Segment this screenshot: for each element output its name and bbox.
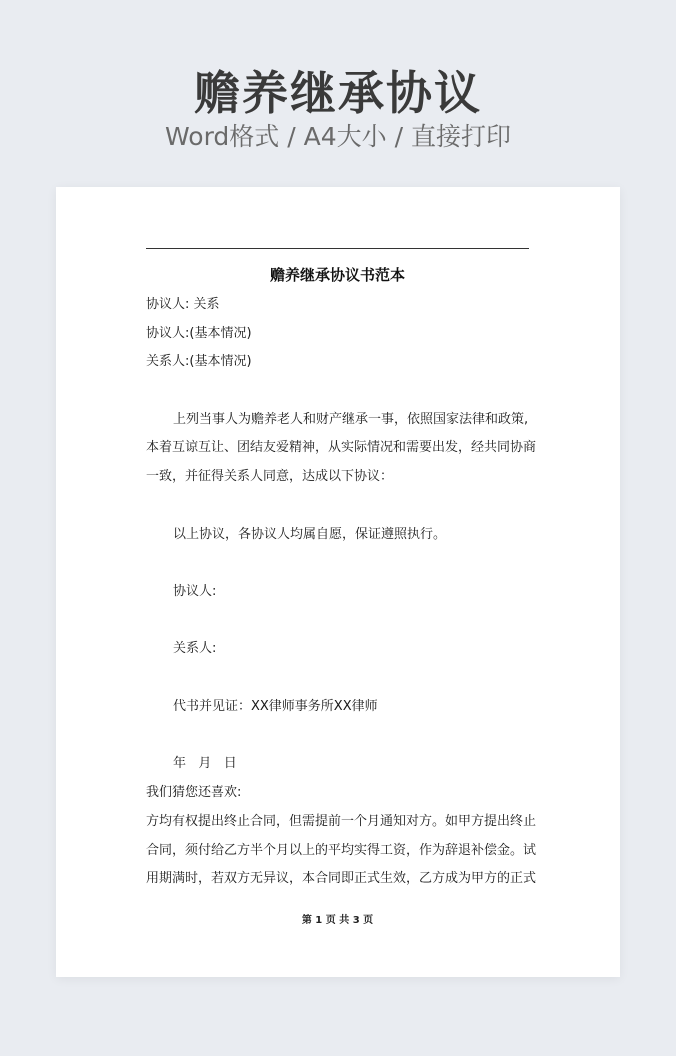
signatory-label: 协议人: [173,584,217,599]
recommend-line-2: 合同，须付给乙方半个月以上的平均实得工资，作为辞退补偿金。试 [146,843,537,858]
page-number: 第 1 页 共 3 页 [301,915,374,926]
agreement-line: 以上协议，各协议人均属自愿，保证遵照执行。 [173,527,447,542]
party-line-1: 协议人: 关系 [146,297,220,312]
document-page [56,187,620,977]
related-party-label: 关系人: [173,641,217,656]
body-line-1: 上列当事人为赡养老人和财产继承一事，依照国家法律和政策, [173,412,529,427]
banner-subtitle: Word格式 / A4大小 / 直接打印 [165,122,511,151]
header-rule [146,248,529,249]
witness-line: 代书并见证：XX律师事务所XX律师 [173,699,378,714]
recommend-heading: 我们猜您还喜欢: [146,785,242,800]
recommend-line-1: 方均有权提出终止合同，但需提前一个月通知对方。如甲方提出终止 [146,814,537,829]
party-line-2: 协议人:(基本情况) [146,326,252,341]
party-line-3: 关系人:(基本情况) [146,354,252,369]
body-line-3: 一致，并征得关系人同意，达成以下协议： [146,469,394,484]
recommend-line-3: 用期满时，若双方无异议，本合同即正式生效，乙方成为甲方的正式 [146,871,537,886]
banner-title: 赡养继承协议 [194,66,482,120]
document-title: 赡养继承协议书范本 [269,266,405,284]
body-line-2: 本着互谅互让、团结友爱精神，从实际情况和需要出发，经共同协商 [146,440,537,455]
date-line: 年 月 日 [173,756,237,771]
